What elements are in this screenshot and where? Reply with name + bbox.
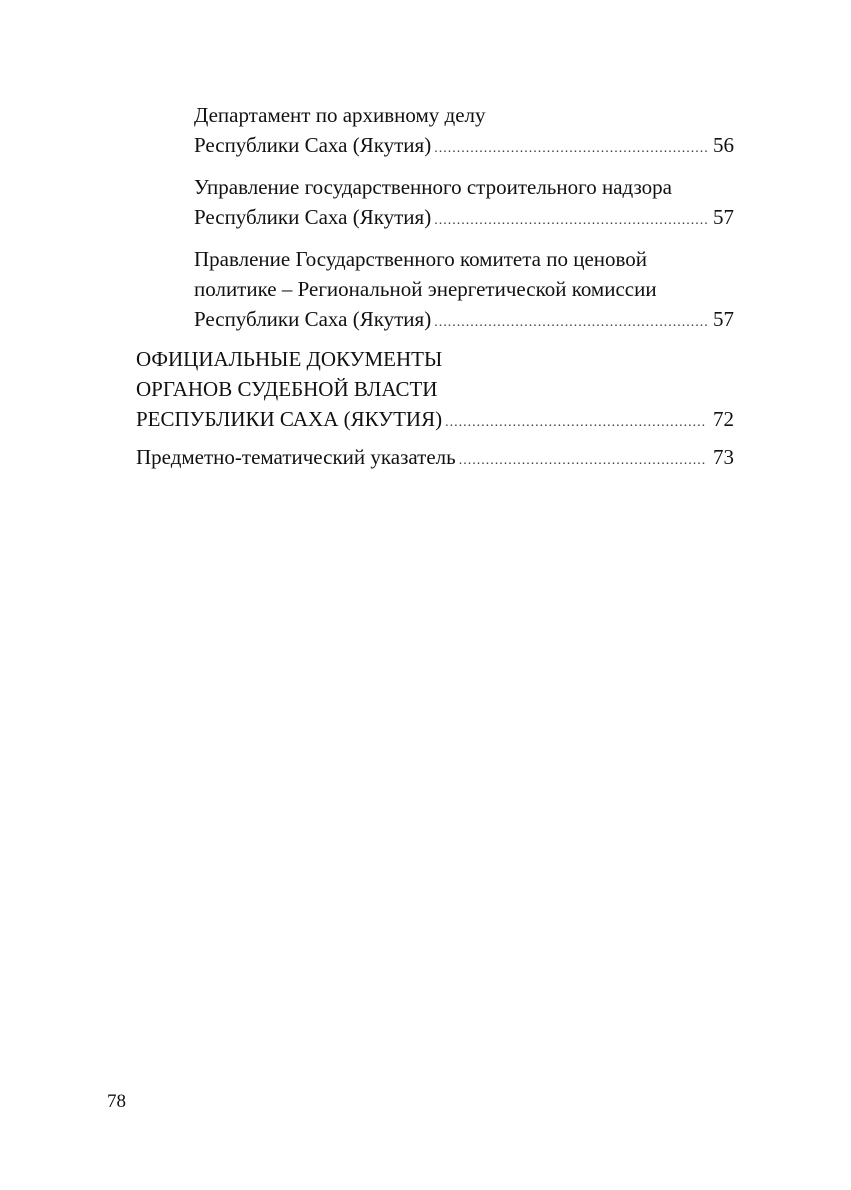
toc-entry-price-committee [194,244,734,338]
toc-section-line: РЕСПУБЛИКИ САХА (ЯКУТИЯ) [136,407,443,431]
toc-entry-line: политике – Региональной энергетической комиссии [194,277,657,301]
dot-leader [445,408,707,438]
toc-section-judicial-documents [136,344,734,438]
toc-page-number: 72 [713,407,734,431]
toc-entry-subject-index [136,442,734,476]
toc-section-line: ОРГАНОВ СУДЕБНОЙ ВЛАСТИ [136,377,438,401]
toc-entry-line: Республики Саха (Якутия) [194,205,432,229]
dot-leader [434,206,707,236]
table-of-contents [136,100,734,476]
toc-page-number: 73 [713,445,734,469]
toc-page-number: 57 [713,307,734,331]
toc-page-number: 56 [713,133,734,157]
toc-section-line: ОФИЦИАЛЬНЫЕ ДОКУМЕНТЫ [136,347,443,371]
toc-page-number: 57 [713,205,734,229]
toc-entry-line: Республики Саха (Якутия) [194,307,432,331]
dot-leader [434,134,707,164]
toc-entry-construction-supervision [194,172,734,236]
toc-entry-line: Предметно-тематический указатель [136,445,456,469]
toc-entry-line: Республики Саха (Якутия) [194,133,432,157]
toc-entry-archive-department [194,100,734,164]
page-number-footer: 78 [107,1091,126,1112]
toc-entry-line: Управление государственного строительного надзора [194,175,672,199]
toc-entry-line: Департамент по архивному делу [194,103,486,127]
toc-entry-line: Правление Государственного комитета по ценовой [194,247,648,271]
dot-leader [434,308,707,338]
dot-leader [459,446,707,476]
